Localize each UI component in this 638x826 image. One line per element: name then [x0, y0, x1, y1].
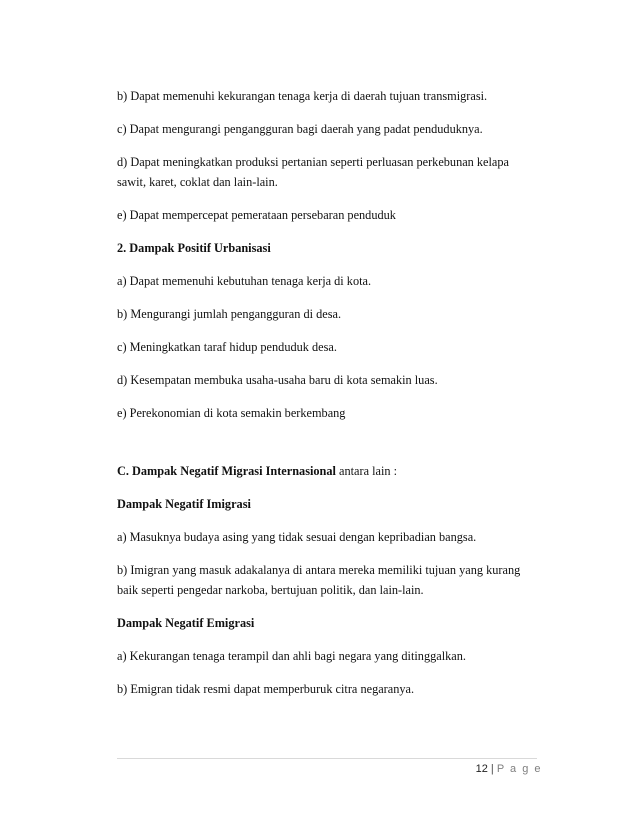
list-item: d) Dapat meningkatkan produksi pertanian seperti perluasan perkebunan kelapa	[117, 155, 509, 169]
list-item: b) Imigran yang masuk adakalanya di antara mereka memiliki tujuan yang kurang	[117, 563, 521, 577]
footer-divider	[117, 758, 537, 759]
list-item: c) Dapat mengurangi pengangguran bagi daerah yang padat penduduknya.	[117, 122, 483, 136]
footer-separator: |	[490, 763, 494, 775]
list-item: b) Mengurangi jumlah pengangguran di desa.	[117, 307, 342, 321]
list-item-continuation: sawit, karet, coklat dan lain-lain.	[117, 175, 278, 189]
page-number: 12	[475, 763, 488, 775]
list-item: d) Kesempatan membuka usaha-usaha baru di kota semakin luas.	[117, 373, 438, 387]
list-item-continuation: baik seperti pengedar narkoba, bertujuan politik, dan lain-lain.	[117, 583, 424, 597]
list-item: b) Emigran tidak resmi dapat memperburuk citra negaranya.	[117, 682, 415, 696]
list-item: e) Dapat mempercepat pemerataan persebaran penduduk	[117, 208, 396, 222]
list-item: c) Meningkatkan taraf hidup penduduk desa.	[117, 340, 337, 354]
subheading-emigrasi: Dampak Negatif Emigrasi	[117, 616, 255, 630]
page-footer	[476, 763, 542, 775]
page-label: P a g e	[496, 763, 542, 775]
section-heading-c	[117, 463, 537, 480]
list-item: e) Perekonomian di kota semakin berkembang	[117, 406, 346, 420]
section-heading-c-suffix: antara lain :	[335, 464, 398, 478]
list-item: a) Dapat memenuhi kebutuhan tenaga kerja di kota.	[117, 274, 372, 288]
list-item: b) Dapat memenuhi kekurangan tenaga kerja di daerah tujuan transmigrasi.	[117, 89, 488, 103]
list-item: a) Kekurangan tenaga terampil dan ahli bagi negara yang ditinggalkan.	[117, 649, 466, 663]
section-heading: 2. Dampak Positif Urbanisasi	[117, 241, 271, 255]
subheading-imigrasi: Dampak Negatif Imigrasi	[117, 497, 251, 511]
section-heading-c-title: C. Dampak Negatif Migrasi Internasional	[117, 464, 336, 478]
list-item: a) Masuknya budaya asing yang tidak sesuai dengan kepribadian bangsa.	[117, 530, 477, 544]
